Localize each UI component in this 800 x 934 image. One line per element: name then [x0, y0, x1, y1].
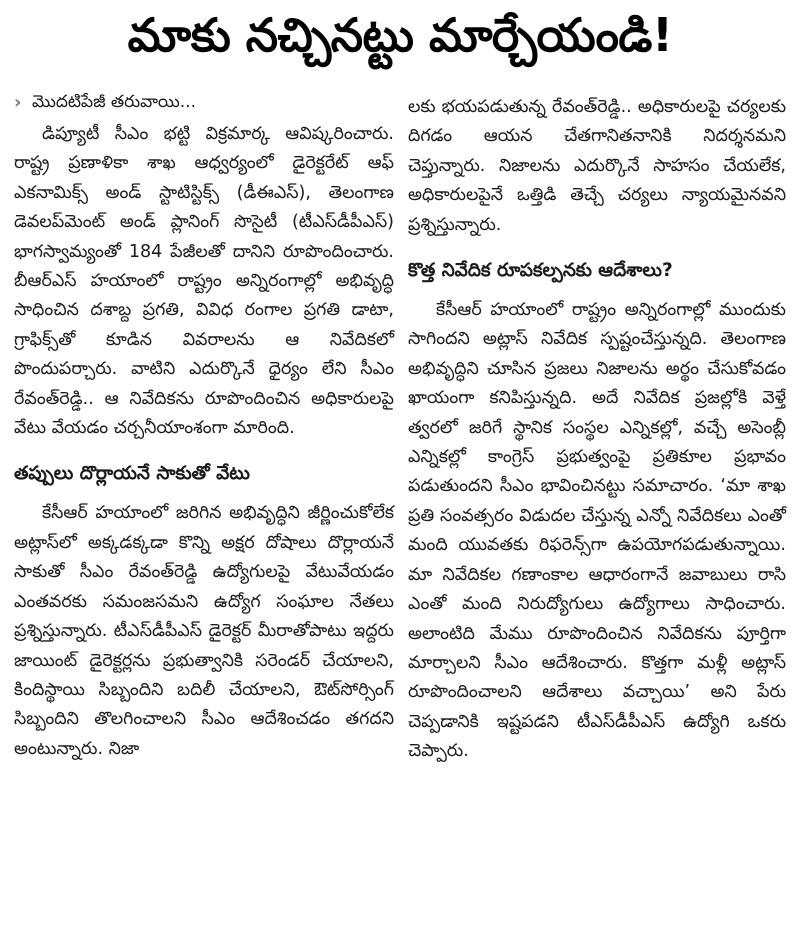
article-paragraph: [14, 120, 394, 443]
chevron-right-icon: ›: [14, 92, 22, 113]
paragraph-text: డిప్యూటీ సీఎం భట్టి విక్రమార్క ఆవిష్కరించారు. రాష్ట్ర ప్రణాళికా శాఖ ఆధ్వర్యంలో డైరెక్టరేట్ ఆఫ్ ఎకనామిక్స్ అండ్ స్టాటిస్టిక్స్ (డీఈఎస్), తెలంగాణ డెవలప్‌మెంట్ అండ్ ప్లానింగ్ సొసైటీ (టీఎస్‌డీపీఎస్) భాగస్వామ్యంతో 184 పేజీలతో దానిని రూపొందించారు. బీఆర్ఎస్ హయాంలో రాష్ట్రం అన్నిరంగాల్లో అభివృద్ధి సాధించిన దశాబ్ద ప్రగతి, వివిధ రంగాల ప్రగతి డాటా, గ్రాఫిక్స్‌తో కూడిన వివరాలను ఆ నివేదికలో పొందుపర్చారు. వాటిని ఎదుర్కొనే ధైర్యం లేని సీఎం రేవంత్‌రెడ్డి.. ఆ నివేదికను రూపొందించిన అధికారులపై వేటు వేయడం చర్చనీయాంశంగా మారింది.: [14, 124, 394, 439]
continuation-kicker: [14, 88, 394, 118]
article-paragraph: [14, 499, 394, 764]
paragraph-text: లకు భయపడుతున్న రేవంత్‌రెడ్డి.. అధికారులపై చర్యలకు దిగడం ఆయన చేతగానితనానికి నిదర్శనమని చెప్తున్నారు. నిజాలను ఎదుర్కొనే సాహసం చేయలేక, అధికారులపైనే ఒత్తిడి తెచ్చే చర్యలు న్యాయమైనవని ప్రశ్నిస్తున్నారు.: [408, 97, 786, 235]
paragraph-text: కేసీఆర్ హయాంలో రాష్ట్రం అన్నిరంగాల్లో ముందుకు సాగిందని అట్లాస్ నివేదిక స్పష్టంచేస్తున్నది. తెలంగాణ అభివృద్ధిని చూసిన ప్రజలు నిజాలను అర్థం చేసుకోవడం ఖాయంగా కనిపిస్తున్నది. అదే నివేదిక ప్రజల్లోకి వెళ్తే త్వరలో జరిగే స్థానిక సంస్థల ఎన్నికల్లో, వచ్చే అసెంబ్లీ ఎన్నికల్లో కాంగ్రెస్ ప్రభుత్వంపై ప్రతికూల ప్రభావం పడుతుందని సీఎం భావించినట్టు సమాచారం. ‘మా శాఖ ప్రతి సంవత్సరం విడుదల చేస్తున్న ఎన్నో నివేదికలు ఎంతో మంది యువతకు రిఫరెన్స్‌గా ఉపయోగపడుతున్నాయి. మా నివేదికల గణాంకాల ఆధారంగానే జవాబులు రాసి ఎంతో మంది నిరుద్యోగులు ఉద్యోగాలు సాధించారు. అలాంటిది మేము రూపొందించిన నివేదికను పూర్తిగా మార్చాలని సీఎం ఆదేశించారు. కొత్తగా మళ్లీ అట్లాస్ రూపొందించాలని ఆదేశాలు వచ్చాయి’ అని పేరు చెప్పడానికి ఇష్టపడని టీఎస్‌డీపీఎస్ ఉద్యోగి ఒకరు చెప్పారు.: [408, 300, 786, 762]
kicker-text: మొదటిపేజీ తరువాయి...: [32, 92, 196, 113]
headline: మాకు నచ్చినట్టు మార్చేయండి!: [127, 8, 673, 62]
article-paragraph: [408, 296, 786, 767]
left-column: [14, 88, 394, 764]
article-paragraph: [408, 93, 786, 240]
right-column: [408, 93, 786, 767]
section-subheading: కొత్త నివేదిక రూపకల్పనకు ఆదేశాలు?: [408, 260, 673, 282]
section-subheading: తప్పులు దొర్లాయనే సాకుతో వేటు: [14, 463, 250, 485]
paragraph-text: కేసీఆర్ హయాంలో జరిగిన అభివృద్ధిని జీర్ణించుకోలేక అట్లాస్‌లో అక్కడక్కడా కొన్ని అక్షర దోషాలు దొర్లాయనే సాకుతో సీఎం రేవంత్‌రెడ్డి ఉద్యోగులపై వేటువేయడం ఎంతవరకు సమంజసమని ఉద్యోగ సంఘాల నేతలు ప్రశ్నిస్తున్నారు. టీఎస్‌డీపీఎస్ డైరెక్టర్ మీరాతోపాటు ఇద్దరు జాయింట్ డైరెక్టర్లను ప్రభుత్వానికి సరెండర్ చేయాలని, కిందిస్థాయి సిబ్బందిని బదిలీ చేయాలని, ఔట్‌సోర్సింగ్ సిబ్బందిని తొలగించాలని సీఎం ఆదేశించడం తగదని అంటున్నారు. నిజా: [14, 503, 394, 759]
